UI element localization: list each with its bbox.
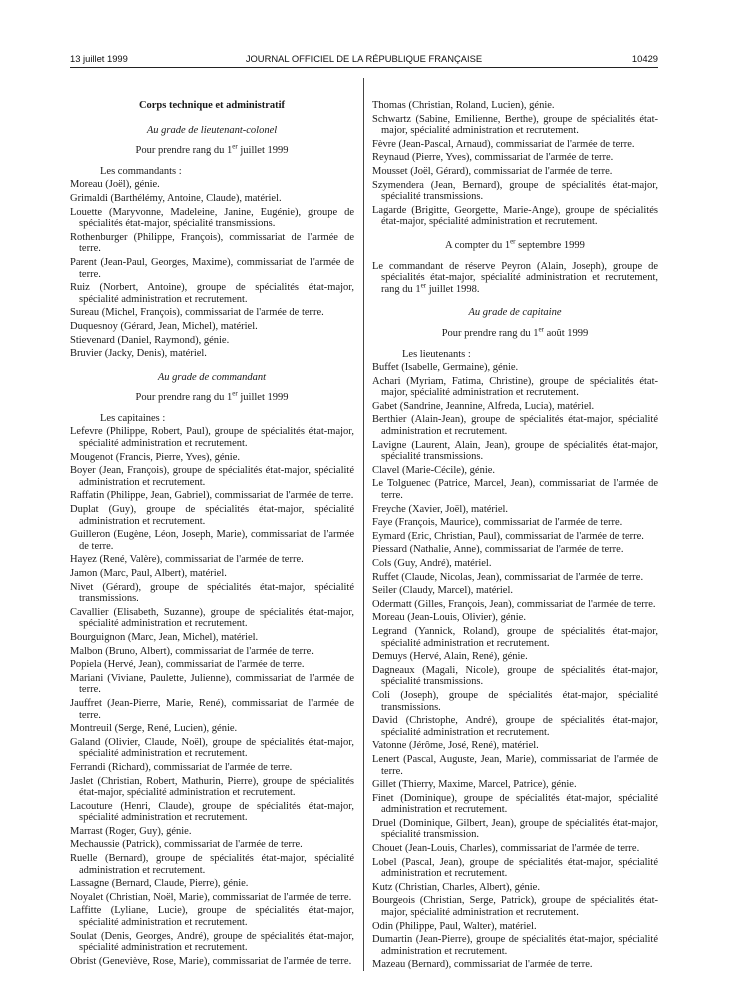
promotion-list-commandant bbox=[70, 426, 354, 967]
list-entry: Lavigne (Laurent, Alain, Jean), groupe de spécialités état-major, spécialité transmissions. bbox=[372, 439, 658, 463]
list-entry: Szymendera (Jean, Bernard), groupe de spécialités état-major, spécialité transmissions. bbox=[372, 179, 658, 203]
list-entry: Dagneaux (Magali, Nicole), groupe de spécialités état-major, spécialité transmissions. bbox=[372, 664, 658, 688]
list-entry: Grimaldi (Barthélémy, Antoine, Claude), matériel. bbox=[70, 192, 282, 204]
list-entry: Laffitte (Lyliane, Lucie), groupe de spécialités état-major, spécialité administration et recrutement. bbox=[70, 905, 354, 929]
list-entry: Faye (François, Maurice), commissariat de l'armée de terre. bbox=[372, 517, 623, 529]
list-entry: Clavel (Marie-Cécile), génie. bbox=[372, 464, 496, 476]
list-entry: Kutz (Christian, Charles, Albert), génie. bbox=[372, 881, 540, 893]
column-divider bbox=[363, 78, 364, 971]
list-entry: Moreau (Joël), génie. bbox=[70, 179, 160, 191]
list-entry: Berthier (Alain-Jean), groupe de spécialités état-major, spécialité administration et recrutement. bbox=[372, 414, 658, 438]
rang-line: Pour prendre rang du 1er juillet 1999 bbox=[135, 142, 289, 157]
list-entry: Duplat (Guy), groupe de spécialités état-major, spécialité administration et recrutement. bbox=[70, 504, 354, 527]
grade-heading-commandant: Au grade de commandant bbox=[157, 371, 267, 383]
list-entry: Schwartz (Sabine, Emilienne, Berthe), groupe de spécialités état-major, spécialité administration et recrutement. bbox=[372, 113, 658, 137]
list-entry: Boyer (Jean, François), groupe de spécialités état-major, spécialité administration et recrutement. bbox=[70, 465, 354, 488]
grade-heading-lieutenant-colonel: Au grade de lieutenant-colonel bbox=[146, 124, 278, 136]
list-entry: Druel (Dominique, Gilbert, Jean), groupe de spécialités état-major, spécialité transmission. bbox=[372, 817, 658, 841]
list-entry: Hayez (René, Valère), commissariat de l'armée de terre. bbox=[70, 554, 304, 566]
left-column bbox=[70, 100, 354, 969]
section-title: Corps technique et administratif bbox=[138, 100, 286, 111]
list-entry: Galand (Olivier, Claude, Noël), groupe de spécialités état-major, spécialité administration et recrutement. bbox=[70, 736, 354, 760]
promotion-list-lieutenant-colonel bbox=[70, 179, 354, 359]
promotion-list-commandant-continued bbox=[372, 100, 658, 228]
list-entry: Le Tolguenec (Patrice, Marcel, Jean), commissariat de l'armée de terre. bbox=[372, 478, 658, 502]
list-entry: Jamon (Marc, Paul, Albert), matériel. bbox=[70, 568, 227, 579]
list-entry: Rothenburger (Philippe, François), commissariat de l'armée de terre. bbox=[70, 231, 354, 255]
running-header bbox=[70, 53, 658, 67]
list-entry: Lacouture (Henri, Claude), groupe de spécialités état-major, spécialité administration et recrutement. bbox=[70, 800, 354, 824]
list-entry: Dumartin (Jean-Pierre), groupe de spécialités état-major, spécialité administration et recrutement. bbox=[372, 934, 658, 957]
list-entry: Cavallier (Elisabeth, Suzanne), groupe de spécialités état-major, spécialité administration et recrutement. bbox=[70, 606, 354, 630]
list-entry: Fèvre (Jean-Pascal, Arnaud), commissariat de l'armée de terre. bbox=[372, 138, 635, 150]
list-entry: Ruiz (Norbert, Antoine), groupe de spécialités état-major, spécialité administration et recrutement. bbox=[70, 282, 354, 305]
list-entry: Ruffet (Claude, Nicolas, Jean), commissariat de l'armée de terre. bbox=[372, 571, 644, 583]
list-entry: Vatonne (Jérôme, José, René), matériel. bbox=[372, 740, 539, 752]
right-column bbox=[372, 100, 658, 973]
list-entry: Nivet (Gérard), groupe de spécialités état-major, spécialité transmissions. bbox=[70, 581, 354, 605]
header-title: JOURNAL OFFICIEL DE LA RÉPUBLIQUE FRANÇAISE bbox=[245, 53, 483, 64]
header-page-number: 10429 bbox=[631, 53, 658, 64]
rang-line-september: A compter du 1er septembre 1999 bbox=[445, 237, 585, 251]
list-entry: Lagarde (Brigitte, Georgette, Marie-Ange), groupe de spécialités état-major, spécialité administration et recrutement. bbox=[372, 204, 658, 228]
list-entry: Malbon (Bruno, Albert), commissariat de l'armée de terre. bbox=[70, 645, 314, 657]
list-entry: Obrist (Geneviève, Rose, Marie), commissariat de l'armée de terre. bbox=[70, 955, 352, 967]
list-intro: Les capitaines : bbox=[100, 412, 166, 424]
list-entry: Mariani (Viviane, Paulette, Julienne), commissariat de l'armée de terre. bbox=[70, 672, 354, 696]
grade-heading-capitaine: Au grade de capitaine bbox=[468, 307, 562, 319]
list-entry: Seiler (Claudy, Marcel), matériel. bbox=[372, 585, 514, 597]
list-entry: Popiela (Hervé, Jean), commissariat de l'armée de terre. bbox=[70, 659, 305, 671]
list-entry: Freyche (Xavier, Joël), matériel. bbox=[372, 503, 509, 515]
list-intro: Les commandants : bbox=[100, 165, 182, 177]
list-entry: Chouet (Jean-Louis, Charles), commissariat de l'armée de terre. bbox=[372, 843, 640, 855]
list-entry: Finet (Dominique), groupe de spécialités état-major, spécialité administration et recrutement. bbox=[372, 792, 658, 816]
rang-line: Pour prendre rang du 1er juillet 1999 bbox=[135, 389, 289, 404]
list-entry: Stievenard (Daniel, Raymond), génie. bbox=[70, 334, 230, 346]
list-entry: Soulat (Denis, Georges, André), groupe de spécialités état-major, spécialité administration et recrutement. bbox=[70, 930, 354, 954]
list-entry: Montreuil (Serge, René, Lucien), génie. bbox=[70, 723, 238, 735]
list-entry: Mousset (Joël, Gérard), commissariat de l'armée de terre. bbox=[372, 165, 613, 177]
list-entry: Lassagne (Bernard, Claude, Pierre), génie. bbox=[70, 878, 249, 890]
list-entry: Lefevre (Philippe, Robert, Paul), groupe de spécialités état-major, spécialité administration et recrutement. bbox=[70, 426, 354, 450]
list-entry: Bourgeois (Christian, Serge, Patrick), groupe de spécialités état-major, spécialité administration et recrutement. bbox=[372, 895, 658, 919]
promotion-list-capitaine bbox=[372, 362, 658, 971]
list-entry: Duquesnoy (Gérard, Jean, Michel), matériel. bbox=[70, 320, 258, 332]
list-entry: Demuys (Hervé, Alain, René), génie. bbox=[372, 651, 528, 663]
header-date: 13 juillet 1999 bbox=[70, 53, 128, 64]
list-entry: Guilleron (Eugène, Léon, Joseph, Marie), commissariat de l'armée de terre. bbox=[70, 529, 354, 552]
list-entry: Odin (Philippe, Paul, Walter), matériel. bbox=[372, 920, 537, 932]
list-entry: Raffatin (Philippe, Jean, Gabriel), commissariat de l'armée de terre. bbox=[70, 490, 354, 502]
list-entry: Cols (Guy, André), matériel. bbox=[372, 558, 492, 569]
reserve-note: Le commandant de réserve Peyron (Alain, Joseph), groupe de spécialités état-major, spécialité administration et recrutement, rang du 1er juillet 1998. bbox=[372, 260, 658, 295]
list-entry: Coli (Joseph), groupe de spécialités état-major, spécialité transmissions. bbox=[372, 689, 658, 713]
list-entry: Moreau (Jean-Louis, Olivier), génie. bbox=[372, 612, 526, 624]
list-entry: Noyalet (Christian, Noël, Marie), commissariat de l'armée de terre. bbox=[70, 891, 352, 903]
list-entry: Lenert (Pascal, Auguste, Jean, Marie), commissariat de l'armée de terre. bbox=[372, 753, 658, 777]
list-entry: Odermatt (Gilles, François, Jean), commissariat de l'armée de terre. bbox=[372, 598, 656, 610]
list-entry: Legrand (Yannick, Roland), groupe de spécialités état-major, spécialité administration et recrutement. bbox=[372, 625, 658, 649]
list-entry: Marrast (Roger, Guy), génie. bbox=[70, 825, 192, 837]
list-entry: Achari (Myriam, Fatima, Christine), groupe de spécialités état-major, spécialité administration et recrutement. bbox=[372, 375, 658, 399]
list-entry: Gillet (Thierry, Maxime, Marcel, Patrice), génie. bbox=[372, 779, 577, 791]
list-entry: Eymard (Eric, Christian, Paul), commissariat de l'armée de terre. bbox=[372, 530, 644, 542]
list-entry: Piessard (Nathalie, Anne), commissariat de l'armée de terre. bbox=[372, 544, 624, 556]
list-entry: Jauffret (Jean-Pierre, Marie, René), commissariat de l'armée de terre. bbox=[70, 697, 354, 721]
list-entry: David (Christophe, André), groupe de spécialités état-major, spécialité administration et recrutement. bbox=[372, 715, 658, 738]
list-entry: Bruvier (Jacky, Denis), matériel. bbox=[70, 348, 207, 360]
list-entry: Buffet (Isabelle, Germaine), génie. bbox=[372, 362, 519, 374]
list-entry: Mazeau (Bernard), commissariat de l'armée de terre. bbox=[372, 959, 593, 971]
list-entry: Ferrandi (Richard), commissariat de l'armée de terre. bbox=[70, 761, 293, 773]
list-entry: Lobel (Pascal, Jean), groupe de spécialités état-major, spécialité administration et recrutement. bbox=[372, 856, 658, 880]
list-entry: Parent (Jean-Paul, Georges, Maxime), commissariat de l'armée de terre. bbox=[70, 256, 354, 280]
list-entry: Gabet (Sandrine, Jeannine, Alfreda, Lucia), matériel. bbox=[372, 400, 595, 412]
list-entry: Sureau (Michel, François), commissariat de l'armée de terre. bbox=[70, 307, 324, 319]
list-entry: Louette (Maryvonne, Madeleine, Janine, Eugénie), groupe de spécialités état-major, spécialité transmissions. bbox=[70, 206, 354, 230]
list-entry: Mougenot (Francis, Pierre, Yves), génie. bbox=[70, 451, 241, 463]
list-entry: Reynaud (Pierre, Yves), commissariat de l'armée de terre. bbox=[372, 152, 614, 164]
list-entry: Mechaussie (Patrick), commissariat de l'armée de terre. bbox=[70, 839, 303, 851]
rang-line: Pour prendre rang du 1er août 1999 bbox=[441, 325, 589, 339]
list-entry: Bourguignon (Marc, Jean, Michel), matériel. bbox=[70, 631, 259, 643]
list-entry: Ruelle (Bernard), groupe de spécialités état-major, spécialité administration et recrutement. bbox=[70, 853, 354, 876]
list-entry: Jaslet (Christian, Robert, Mathurin, Pierre), groupe de spécialités état-major, spécialité administration et recrutement. bbox=[70, 775, 354, 799]
list-intro: Les lieutenants : bbox=[402, 348, 471, 360]
list-entry: Thomas (Christian, Roland, Lucien), génie. bbox=[372, 100, 555, 111]
header-rule bbox=[70, 67, 658, 68]
